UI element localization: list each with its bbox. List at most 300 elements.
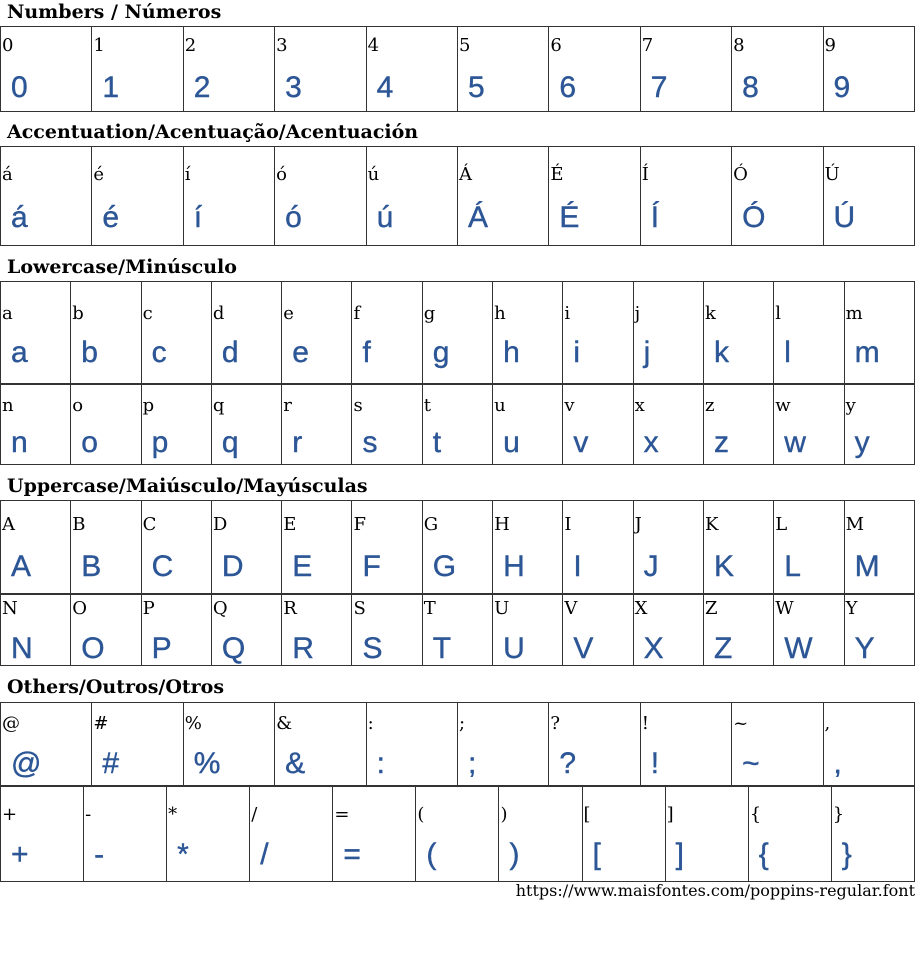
accent-sample-glyph: Á — [467, 201, 488, 234]
uppercase-sample-glyph: N — [11, 632, 33, 665]
lowercase-caption: h — [494, 303, 506, 324]
glyph-cell — [703, 595, 773, 666]
glyph-cell — [1, 27, 92, 112]
uppercase-caption: H — [494, 514, 510, 535]
glyph-cell — [844, 282, 914, 384]
lowercase-caption: e — [283, 303, 294, 324]
glyph-cell — [823, 147, 914, 246]
glyph-cell — [71, 595, 141, 666]
glyph-cell — [92, 27, 183, 112]
lowercase-sample-glyph: k — [713, 336, 729, 369]
uppercase-sample-glyph: E — [292, 550, 313, 583]
accent-caption: Í — [641, 164, 649, 185]
glyph-cell — [366, 27, 457, 112]
uppercase-sample-glyph: H — [503, 550, 525, 583]
glyph-cell — [282, 385, 352, 465]
glyph-cell — [352, 501, 422, 594]
glyph-cell — [774, 595, 844, 666]
lowercase-caption: f — [353, 303, 361, 324]
glyph-cell — [493, 282, 563, 384]
glyph-cell — [640, 27, 731, 112]
glyph-cell — [823, 27, 914, 112]
glyph-cell — [457, 27, 548, 112]
glyph-cell — [457, 147, 548, 246]
glyph-cell — [665, 787, 748, 882]
number-caption: 8 — [733, 35, 745, 56]
accent-sample-glyph: í — [193, 201, 203, 234]
lowercase-caption: j — [634, 303, 641, 324]
glyph-cell — [633, 595, 703, 666]
lowercase-sample-glyph: g — [432, 336, 450, 369]
accent-caption: Á — [458, 164, 472, 185]
lowercase-caption: o — [72, 395, 84, 416]
lowercase-sample-glyph: m — [854, 336, 880, 369]
uppercase-sample-glyph: T — [432, 632, 452, 665]
uppercase-caption: O — [72, 598, 88, 619]
lowercase-sample-glyph: x — [643, 426, 659, 459]
symbol-caption: ! — [641, 713, 649, 734]
others-grid-row2 — [0, 786, 915, 882]
lowercase-grid-row2 — [0, 384, 915, 465]
glyph-cell — [563, 501, 633, 594]
lowercase-caption: k — [704, 303, 716, 324]
lowercase-grid-row1 — [0, 281, 915, 384]
accent-sample-glyph: Ó — [742, 201, 766, 234]
symbol-sample-glyph: ! — [650, 747, 660, 780]
number-sample-glyph: 0 — [11, 71, 28, 104]
lowercase-sample-glyph: q — [221, 426, 239, 459]
symbol-sample-glyph: + — [11, 838, 29, 871]
glyph-cell — [141, 501, 211, 594]
glyph-cell — [211, 385, 281, 465]
symbol-caption: ~ — [733, 713, 749, 734]
uppercase-caption: L — [775, 514, 788, 535]
glyph-cell — [422, 385, 492, 465]
symbol-sample-glyph: ? — [559, 747, 577, 780]
glyph-cell — [844, 385, 914, 465]
uppercase-caption: P — [142, 598, 155, 619]
lowercase-sample-glyph: e — [292, 336, 309, 369]
lowercase-sample-glyph: u — [503, 426, 520, 459]
lowercase-sample-glyph: p — [151, 426, 169, 459]
symbol-sample-glyph: & — [285, 747, 306, 780]
number-caption: 5 — [458, 35, 471, 56]
lowercase-sample-glyph: f — [362, 336, 371, 369]
uppercase-sample-glyph: A — [11, 550, 32, 583]
lowercase-sample-glyph: c — [151, 336, 167, 369]
symbol-sample-glyph: , — [833, 747, 842, 780]
symbol-caption: = — [334, 804, 350, 825]
glyph-cell — [1, 147, 92, 246]
lowercase-sample-glyph: d — [221, 336, 239, 369]
uppercase-caption: N — [2, 598, 18, 619]
glyph-cell — [703, 282, 773, 384]
symbol-sample-glyph: ( — [426, 838, 437, 871]
symbol-sample-glyph: - — [94, 838, 105, 871]
lowercase-sample-glyph: t — [432, 426, 442, 459]
symbol-sample-glyph: @ — [11, 747, 42, 780]
uppercase-caption: R — [283, 598, 297, 619]
uppercase-caption: A — [2, 514, 15, 535]
lowercase-caption: a — [2, 303, 13, 324]
number-sample-glyph: 5 — [467, 71, 485, 104]
symbol-sample-glyph: ~ — [742, 747, 760, 780]
accent-caption: ú — [367, 164, 380, 185]
symbol-caption: [ — [583, 804, 591, 825]
section-title-uppercase: Uppercase/Maiúsculo/Mayúsculas — [7, 475, 368, 497]
lowercase-caption: d — [212, 303, 225, 324]
lowercase-sample-glyph: z — [713, 426, 729, 459]
uppercase-caption: T — [423, 598, 436, 619]
symbol-sample-glyph: = — [343, 838, 361, 871]
accent-sample-glyph: ú — [376, 201, 394, 234]
section-title-numbers: Numbers / Números — [7, 1, 222, 23]
uppercase-sample-glyph: B — [81, 550, 102, 583]
accents-grid — [0, 146, 915, 246]
lowercase-sample-glyph: w — [784, 426, 806, 459]
lowercase-caption: s — [353, 395, 363, 416]
uppercase-sample-glyph: P — [151, 632, 172, 665]
glyph-cell — [1, 787, 84, 882]
glyph-cell — [823, 703, 914, 786]
glyph-cell — [71, 282, 141, 384]
lowercase-caption: u — [494, 395, 506, 416]
symbol-caption: - — [85, 804, 92, 825]
glyph-cell — [1, 282, 71, 384]
section-title-others: Others/Outros/Otros — [7, 676, 225, 698]
number-caption: 4 — [367, 35, 380, 56]
accent-sample-glyph: ó — [285, 201, 302, 234]
lowercase-caption: l — [775, 303, 782, 324]
glyph-cell — [1, 703, 92, 786]
lowercase-caption: x — [634, 395, 645, 416]
glyph-cell — [732, 703, 823, 786]
glyph-cell — [282, 595, 352, 666]
glyph-cell — [703, 385, 773, 465]
symbol-sample-glyph: ; — [467, 747, 477, 780]
glyph-cell — [640, 703, 731, 786]
glyph-cell — [422, 595, 492, 666]
glyph-cell — [549, 703, 640, 786]
symbol-caption: ) — [500, 804, 508, 825]
lowercase-sample-glyph: b — [81, 336, 98, 369]
number-caption: 0 — [2, 35, 14, 56]
lowercase-sample-glyph: s — [362, 426, 378, 459]
numbers-grid — [0, 26, 915, 112]
symbol-caption: # — [93, 713, 109, 734]
glyph-cell — [211, 282, 281, 384]
uppercase-grid-row2 — [0, 594, 915, 666]
accent-caption: Ú — [824, 164, 840, 185]
glyph-cell — [92, 147, 183, 246]
lowercase-caption: w — [775, 395, 791, 416]
accent-caption: é — [93, 164, 105, 185]
uppercase-caption: Y — [845, 598, 858, 619]
lowercase-sample-glyph: n — [11, 426, 28, 459]
number-caption: 3 — [276, 35, 288, 56]
lowercase-caption: v — [564, 395, 575, 416]
symbol-sample-glyph: # — [102, 747, 120, 780]
glyph-cell — [774, 501, 844, 594]
number-sample-glyph: 6 — [559, 71, 577, 104]
glyph-cell — [352, 282, 422, 384]
glyph-cell — [167, 787, 250, 882]
uppercase-sample-glyph: U — [503, 632, 525, 665]
uppercase-caption: D — [212, 514, 228, 535]
glyph-cell — [183, 703, 274, 786]
lowercase-caption: q — [212, 395, 225, 416]
lowercase-caption: m — [845, 303, 863, 324]
glyph-cell — [640, 147, 731, 246]
uppercase-sample-glyph: L — [784, 550, 801, 583]
glyph-row — [1, 282, 915, 384]
uppercase-sample-glyph: G — [432, 550, 457, 583]
glyph-cell — [1, 595, 71, 666]
number-sample-glyph: 2 — [193, 71, 211, 104]
glyph-cell — [1, 385, 71, 465]
glyph-cell — [183, 27, 274, 112]
glyph-cell — [141, 385, 211, 465]
uppercase-sample-glyph: F — [362, 550, 381, 583]
glyph-cell — [774, 385, 844, 465]
lowercase-sample-glyph: a — [11, 336, 28, 369]
glyph-cell — [563, 595, 633, 666]
uppercase-caption: W — [775, 598, 794, 619]
glyph-cell — [493, 501, 563, 594]
glyph-cell — [275, 147, 366, 246]
symbol-caption: % — [184, 713, 202, 734]
symbol-sample-glyph: : — [376, 747, 385, 780]
number-sample-glyph: 3 — [285, 71, 302, 104]
glyph-row — [1, 501, 915, 594]
lowercase-sample-glyph: l — [784, 336, 791, 369]
glyph-cell — [422, 501, 492, 594]
uppercase-sample-glyph: I — [573, 550, 582, 583]
symbol-caption: : — [367, 713, 374, 734]
section-title-accents: Accentuation/Acentuação/Acentuación — [7, 121, 419, 143]
symbol-sample-glyph: } — [841, 838, 852, 871]
accent-caption: Ó — [733, 164, 748, 185]
uppercase-sample-glyph: V — [573, 632, 594, 665]
accent-sample-glyph: É — [559, 201, 580, 234]
uppercase-sample-glyph: K — [713, 550, 734, 583]
symbol-sample-glyph: * — [177, 838, 189, 871]
glyph-cell — [275, 703, 366, 786]
glyph-cell — [493, 595, 563, 666]
glyph-cell — [732, 147, 823, 246]
glyph-cell — [732, 27, 823, 112]
number-caption: 7 — [641, 35, 654, 56]
others-grid-row1 — [0, 702, 915, 786]
lowercase-caption: t — [423, 395, 432, 416]
uppercase-sample-glyph: D — [221, 550, 244, 583]
lowercase-caption: r — [283, 395, 292, 416]
section-title-lowercase: Lowercase/Minúsculo — [7, 256, 237, 278]
uppercase-caption: G — [423, 514, 439, 535]
glyph-row — [1, 385, 915, 465]
lowercase-sample-glyph: i — [573, 336, 581, 369]
glyph-cell — [282, 282, 352, 384]
uppercase-sample-glyph: X — [643, 632, 664, 665]
glyph-cell — [84, 787, 167, 882]
glyph-cell — [493, 385, 563, 465]
accent-sample-glyph: á — [11, 201, 28, 234]
number-sample-glyph: 1 — [102, 71, 120, 104]
glyph-cell — [71, 385, 141, 465]
glyph-cell — [333, 787, 416, 882]
glyph-cell — [457, 703, 548, 786]
uppercase-sample-glyph: Y — [854, 632, 875, 665]
lowercase-sample-glyph: j — [643, 336, 651, 369]
symbol-caption: + — [2, 804, 18, 825]
symbol-sample-glyph: / — [260, 838, 269, 871]
glyph-row — [1, 787, 915, 882]
uppercase-caption: V — [564, 598, 578, 619]
lowercase-sample-glyph: o — [81, 426, 98, 459]
glyph-cell — [563, 282, 633, 384]
lowercase-caption: n — [2, 395, 14, 416]
symbol-sample-glyph: ) — [509, 838, 520, 871]
uppercase-caption: F — [353, 514, 366, 535]
number-sample-glyph: 7 — [650, 71, 668, 104]
glyph-cell — [352, 385, 422, 465]
glyph-row — [1, 595, 915, 666]
symbol-caption: ; — [458, 713, 466, 734]
accent-caption: ó — [276, 164, 288, 185]
lowercase-caption: g — [423, 303, 436, 324]
uppercase-caption: Z — [704, 598, 718, 619]
symbol-caption: { — [749, 804, 762, 825]
glyph-cell — [183, 147, 274, 246]
symbol-sample-glyph: { — [758, 838, 769, 871]
uppercase-caption: X — [634, 598, 648, 619]
uppercase-caption: B — [72, 514, 86, 535]
glyph-cell — [549, 27, 640, 112]
glyph-cell — [211, 501, 281, 594]
lowercase-caption: p — [142, 395, 155, 416]
accent-sample-glyph: Ú — [833, 201, 856, 234]
lowercase-caption: b — [72, 303, 84, 324]
lowercase-caption: z — [704, 395, 715, 416]
glyph-cell — [275, 27, 366, 112]
accent-caption: É — [550, 164, 564, 185]
glyph-cell — [366, 147, 457, 246]
glyph-row — [1, 27, 915, 112]
uppercase-caption: K — [704, 514, 719, 535]
uppercase-sample-glyph: S — [362, 632, 383, 665]
glyph-cell — [633, 282, 703, 384]
uppercase-sample-glyph: C — [151, 550, 174, 583]
glyph-cell — [282, 501, 352, 594]
number-sample-glyph: 9 — [833, 71, 851, 104]
glyph-cell — [563, 385, 633, 465]
symbol-caption: / — [251, 804, 258, 825]
glyph-cell — [633, 501, 703, 594]
lowercase-sample-glyph: y — [854, 426, 870, 459]
symbol-sample-glyph: ] — [675, 838, 684, 871]
uppercase-sample-glyph: Q — [221, 632, 246, 665]
glyph-cell — [250, 787, 333, 882]
glyph-cell — [549, 147, 640, 246]
uppercase-caption: C — [142, 514, 157, 535]
glyph-cell — [366, 703, 457, 786]
accent-sample-glyph: é — [102, 201, 120, 234]
number-caption: 9 — [824, 35, 836, 56]
lowercase-caption: y — [845, 395, 856, 416]
lowercase-sample-glyph: v — [573, 426, 589, 459]
symbol-caption: & — [276, 713, 293, 734]
glyph-cell — [748, 787, 831, 882]
glyph-row — [1, 703, 915, 786]
glyph-cell — [703, 501, 773, 594]
number-caption: 2 — [184, 35, 197, 56]
uppercase-sample-glyph: R — [292, 632, 314, 665]
symbol-caption: ? — [550, 713, 560, 734]
glyph-cell — [499, 787, 582, 882]
uppercase-grid-row1 — [0, 500, 915, 594]
number-caption: 1 — [93, 35, 105, 56]
uppercase-sample-glyph: W — [784, 632, 813, 665]
glyph-cell — [141, 595, 211, 666]
symbol-caption: @ — [2, 713, 20, 734]
number-caption: 6 — [550, 35, 562, 56]
symbol-caption: ( — [417, 804, 425, 825]
glyph-cell — [71, 501, 141, 594]
glyph-cell — [633, 385, 703, 465]
symbol-caption: * — [168, 804, 178, 825]
accent-sample-glyph: Í — [650, 201, 660, 234]
uppercase-sample-glyph: Z — [713, 632, 733, 665]
glyph-cell — [844, 595, 914, 666]
uppercase-sample-glyph: M — [854, 550, 880, 583]
lowercase-sample-glyph: r — [292, 426, 303, 459]
glyph-cell — [774, 282, 844, 384]
source-url: https://www.maisfontes.com/poppins-regular.font — [515, 881, 915, 900]
symbol-sample-glyph: [ — [592, 838, 601, 871]
lowercase-caption: i — [564, 303, 571, 324]
glyph-row — [1, 147, 915, 246]
uppercase-caption: Q — [212, 598, 228, 619]
glyph-cell — [141, 282, 211, 384]
uppercase-caption: J — [634, 514, 642, 535]
number-sample-glyph: 8 — [742, 71, 759, 104]
glyph-cell — [422, 282, 492, 384]
uppercase-sample-glyph: J — [643, 550, 659, 583]
accent-caption: í — [184, 164, 191, 185]
glyph-cell — [92, 703, 183, 786]
accent-caption: á — [2, 164, 13, 185]
lowercase-caption: c — [142, 303, 153, 324]
glyph-cell — [211, 595, 281, 666]
uppercase-caption: E — [283, 514, 297, 535]
symbol-caption: , — [824, 713, 831, 734]
uppercase-sample-glyph: O — [81, 632, 105, 665]
symbol-caption: } — [832, 804, 845, 825]
glyph-cell — [844, 501, 914, 594]
uppercase-caption: I — [564, 514, 572, 535]
glyph-cell — [831, 787, 914, 882]
glyph-cell — [1, 501, 71, 594]
lowercase-sample-glyph: h — [503, 336, 520, 369]
symbol-caption: ] — [666, 804, 674, 825]
uppercase-caption: S — [353, 598, 366, 619]
glyph-cell — [416, 787, 499, 882]
uppercase-caption: U — [494, 598, 510, 619]
number-sample-glyph: 4 — [376, 71, 394, 104]
glyph-cell — [582, 787, 665, 882]
uppercase-caption: M — [845, 514, 864, 535]
symbol-sample-glyph: % — [193, 747, 221, 780]
